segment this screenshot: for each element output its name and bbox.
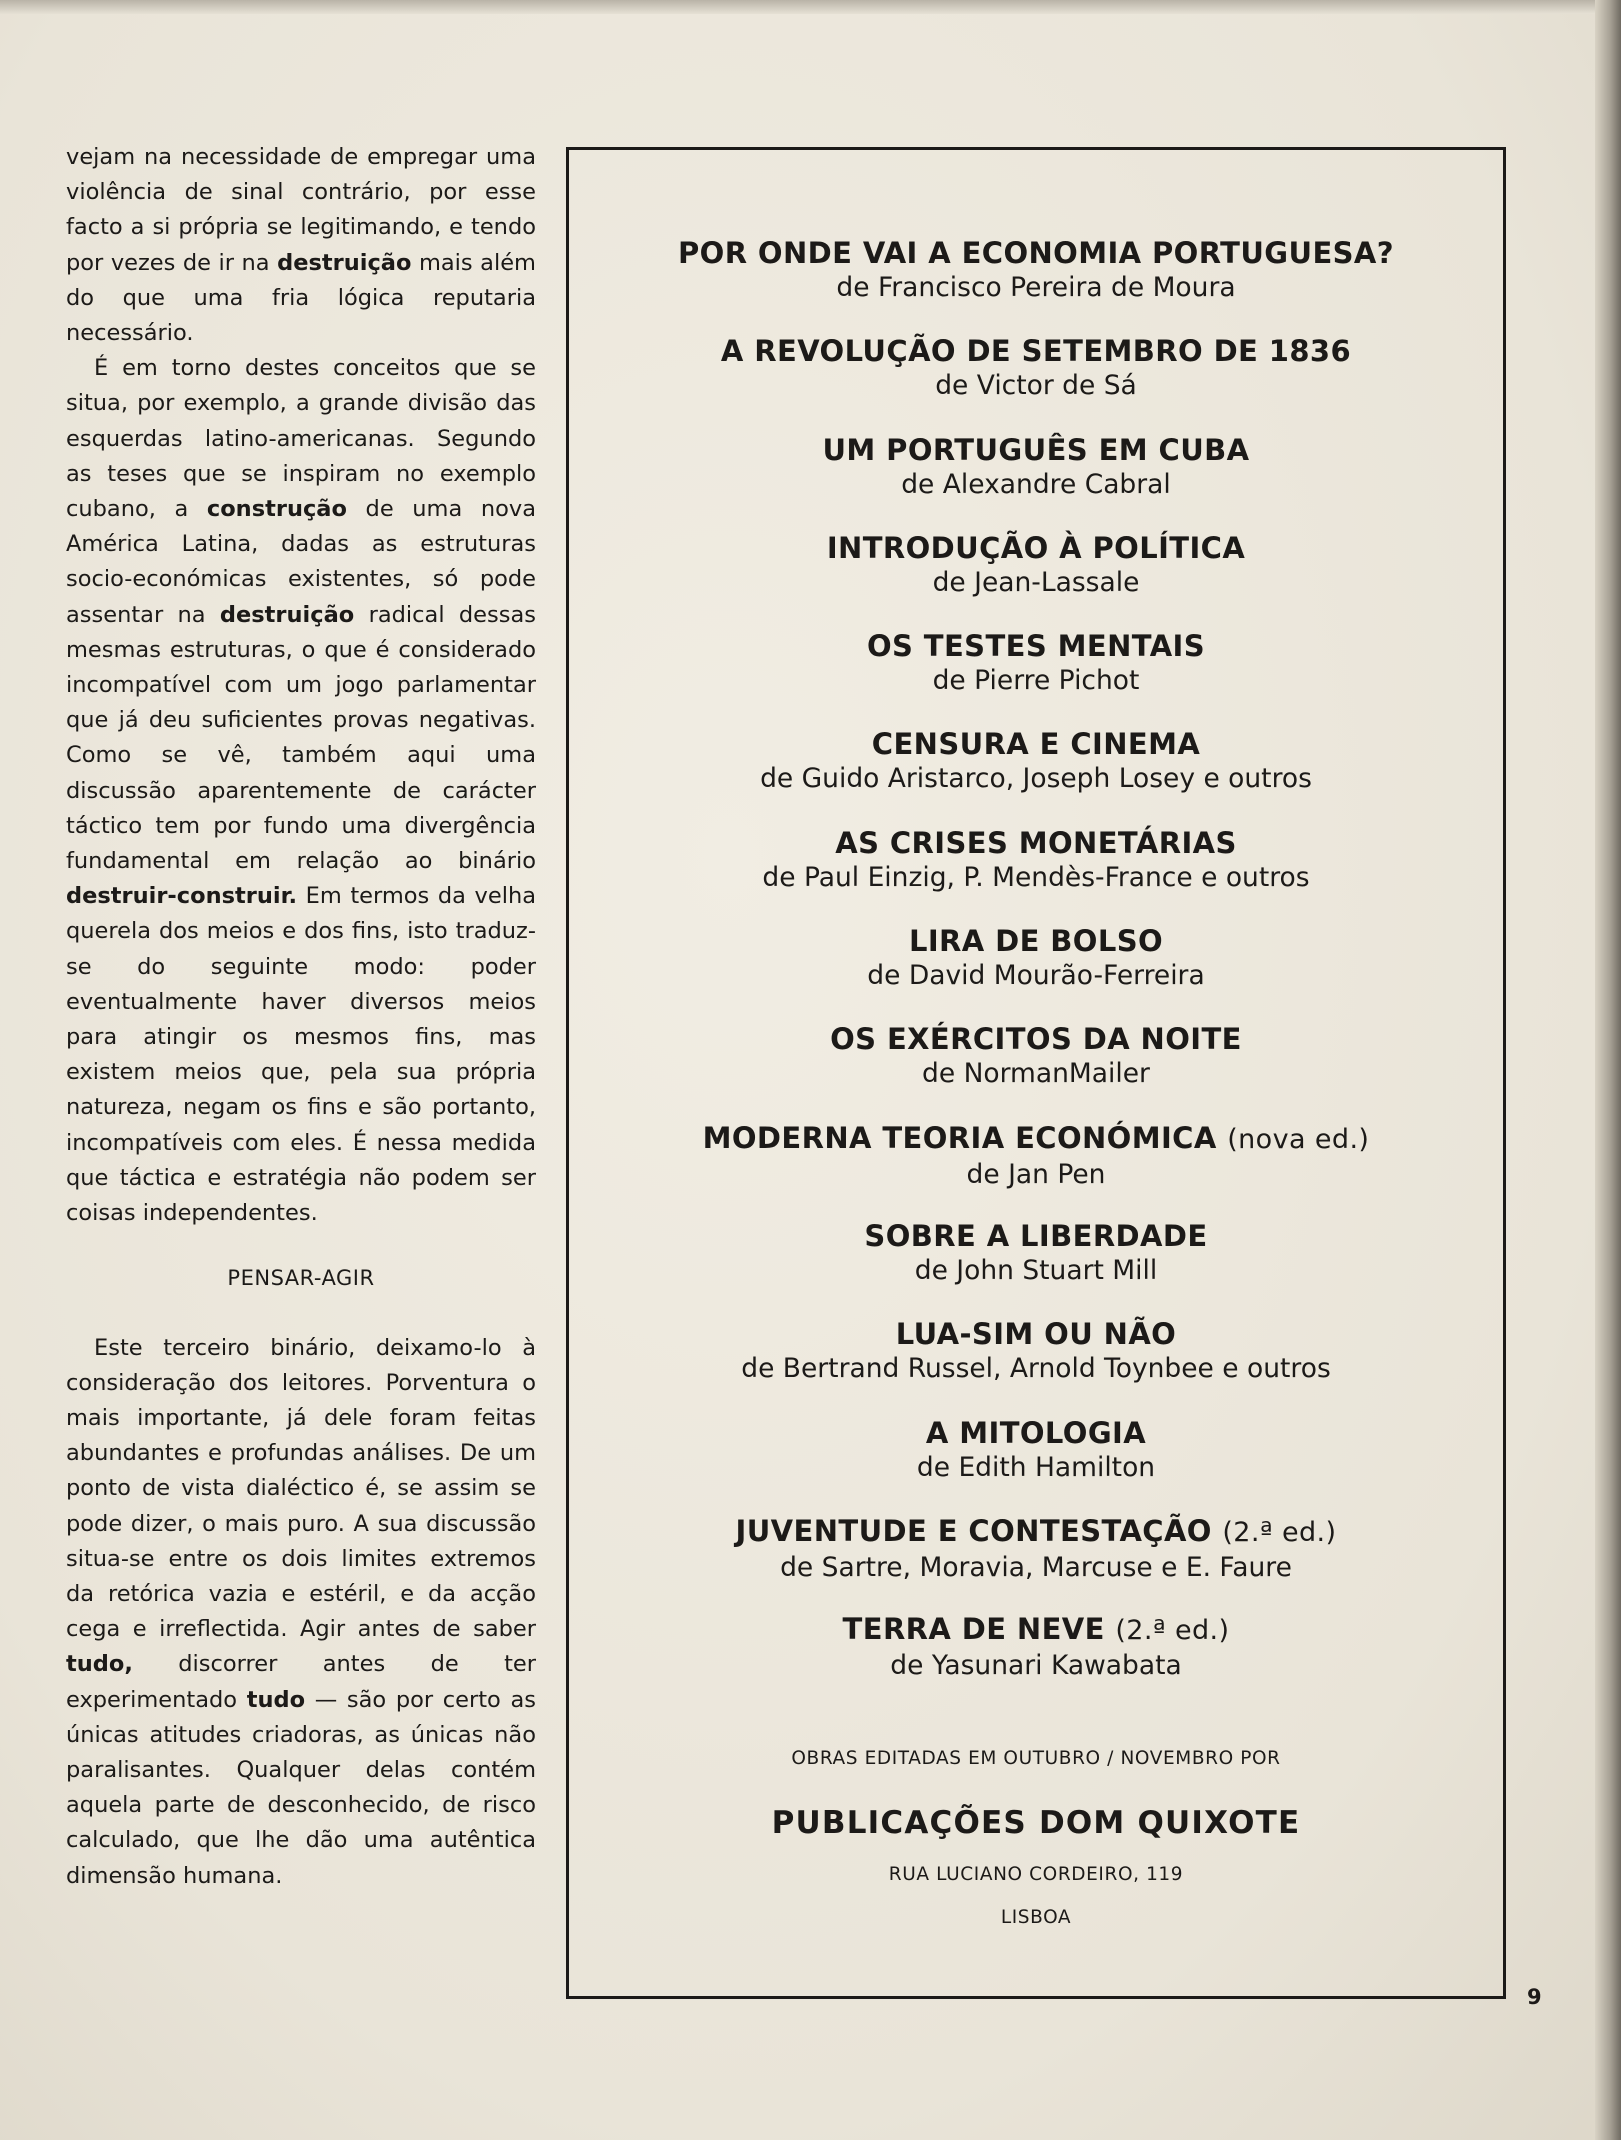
book-entry: [569, 235, 1503, 333]
page-number: 9: [1527, 1985, 1542, 2009]
book-title: LIRA DE BOLSO: [908, 924, 1164, 959]
book-entry: [569, 1120, 1503, 1218]
article-paragraph-2: É em torno destes conceitos que se situa, por exemplo, a grande divisão das esquerdas latino-americanas. Segundo as teses que se inspiram no exemplo cubano, a construção de uma nova América Latina, dadas as estruturas socio-económicas existentes, só pode assentar na destruição radical dessas mesmas estruturas, o que é considerado incompatível com um jogo parlamentar que já deu suficientes provas negativas. Como se vê, também aqui uma discussão aparentemente de carácter táctico tem por fundo uma divergência fundamental em relação ao binário destruir-construir. Em termos da velha querela dos meios e dos fins, isto traduz-se do seguinte modo: poder eventualmente haver diversos meios para atingir os mesmos fins, mas existem meios que, pela sua própria natureza, negam os fins e são portanto, incompatíveis com eles. É nessa medida que táctica e estratégia não podem ser coisas independentes.: [66, 355, 536, 1227]
section-heading: PENSAR-AGIR: [227, 1266, 375, 1291]
book-author: de Victor de Sá: [935, 370, 1137, 402]
publisher-name: PUBLICAÇÕES DOM QUIXOTE: [771, 1805, 1301, 1841]
book-title: POR ONDE VAI A ECONOMIA PORTUGUESA?: [677, 236, 1395, 270]
book-title: CENSURA E CINEMA: [871, 727, 1201, 762]
book-entry: [569, 530, 1503, 628]
book-title: LUA-SIM OU NÃO: [895, 1317, 1177, 1352]
book-entry: [569, 1611, 1503, 1709]
article-paragraph-3: Este terceiro binário, deixamo-lo à consideração dos leitores. Porventura o mais importante, já dele foram feitas abundantes e profundas análises. De um ponto de vista dialéctico é, se assim se pode dizer, o mais puro. A sua discussão situa-se entre os dois limites extremos da retórica vazia e estéril, e da acção cega e irreflectida. Agir antes de saber tudo, discorrer antes de ter experimentado tudo — são por certo as únicas atitudes criadoras, as únicas não paralisantes. Qualquer delas contém aquela parte de desconhecido, de risco calculado, que lhe dão uma autêntica dimensão humana.: [66, 1334, 536, 1889]
book-author: de Yasunari Kawabata: [890, 1650, 1182, 1682]
book-title: A REVOLUÇÃO DE SETEMBRO DE 1836: [720, 334, 1352, 369]
book-author: de Jan Pen: [966, 1158, 1106, 1190]
publisher-address: RUA LUCIANO CORDEIRO, 119: [888, 1864, 1184, 1885]
book-title: OS TESTES MENTAIS: [866, 629, 1206, 664]
book-entry: [569, 726, 1503, 824]
book-author: de NormanMailer: [922, 1058, 1150, 1090]
book-entry: [569, 1513, 1503, 1611]
book-author: de John Stuart Mill: [914, 1254, 1158, 1286]
book-edition-note: (nova ed.): [1227, 1123, 1370, 1155]
book-advertisement: [566, 147, 1506, 1999]
book-title: UM PORTUGUÊS EM CUBA: [822, 432, 1250, 467]
article-column: [66, 140, 536, 1894]
page-binding-shadow: [1595, 0, 1621, 2140]
book-title: SOBRE A LIBERDADE: [864, 1218, 1208, 1253]
book-author: de Bertrand Russel, Arnold Toynbee e outros: [741, 1353, 1331, 1385]
book-entry: [569, 825, 1503, 923]
book-author: de Sartre, Moravia, Marcuse e E. Faure: [780, 1551, 1292, 1583]
book-list: [569, 235, 1503, 1709]
book-title: OS EXÉRCITOS DA NOITE: [830, 1022, 1242, 1057]
book-entry: [569, 628, 1503, 726]
publisher-city: LISBOA: [1000, 1907, 1072, 1928]
book-title: JUVENTUDE E CONTESTAÇÃO (2.ª ed.): [735, 1513, 1337, 1548]
book-entry: [569, 1415, 1503, 1513]
book-author: de Francisco Pereira de Moura: [836, 272, 1236, 303]
book-edition-note: (2.ª ed.): [1222, 1516, 1337, 1548]
book-author: de Alexandre Cabral: [901, 468, 1171, 500]
book-entry: [569, 333, 1503, 431]
book-title: INTRODUÇÃO À POLÍTICA: [826, 530, 1246, 565]
book-author: de Edith Hamilton: [916, 1451, 1156, 1483]
book-entry: [569, 1021, 1503, 1119]
book-title: AS CRISES MONETÁRIAS: [835, 825, 1237, 860]
book-entry: [569, 1316, 1503, 1414]
book-entry: [569, 923, 1503, 1021]
book-title: MODERNA TEORIA ECONÓMICA (nova ed.): [702, 1120, 1370, 1155]
book-author: de Jean-Lassale: [932, 566, 1140, 598]
page-top-edge: [0, 0, 1621, 14]
book-title: A MITOLOGIA: [925, 1415, 1147, 1450]
book-author: de Paul Einzig, P. Mendès-France e outros: [762, 861, 1310, 893]
book-author: de Pierre Pichot: [932, 665, 1140, 697]
book-edition-note: (2.ª ed.): [1115, 1615, 1230, 1647]
book-author: de David Mourão-Ferreira: [867, 960, 1205, 992]
book-entry: [569, 1218, 1503, 1316]
book-entry: [569, 432, 1503, 530]
advert-caption: OBRAS EDITADAS EM OUTUBRO / NOVEMBRO POR: [791, 1748, 1281, 1769]
book-author: de Guido Aristarco, Joseph Losey e outros: [760, 763, 1312, 795]
article-paragraph-1: vejam na necessidade de empregar uma violência de sinal contrário, por esse facto a si própria se legitimando, e tendo por vezes de ir na destruição mais além do que uma fria lógica reputaria necessário.: [66, 144, 536, 347]
book-title: TERRA DE NEVE (2.ª ed.): [842, 1612, 1230, 1647]
